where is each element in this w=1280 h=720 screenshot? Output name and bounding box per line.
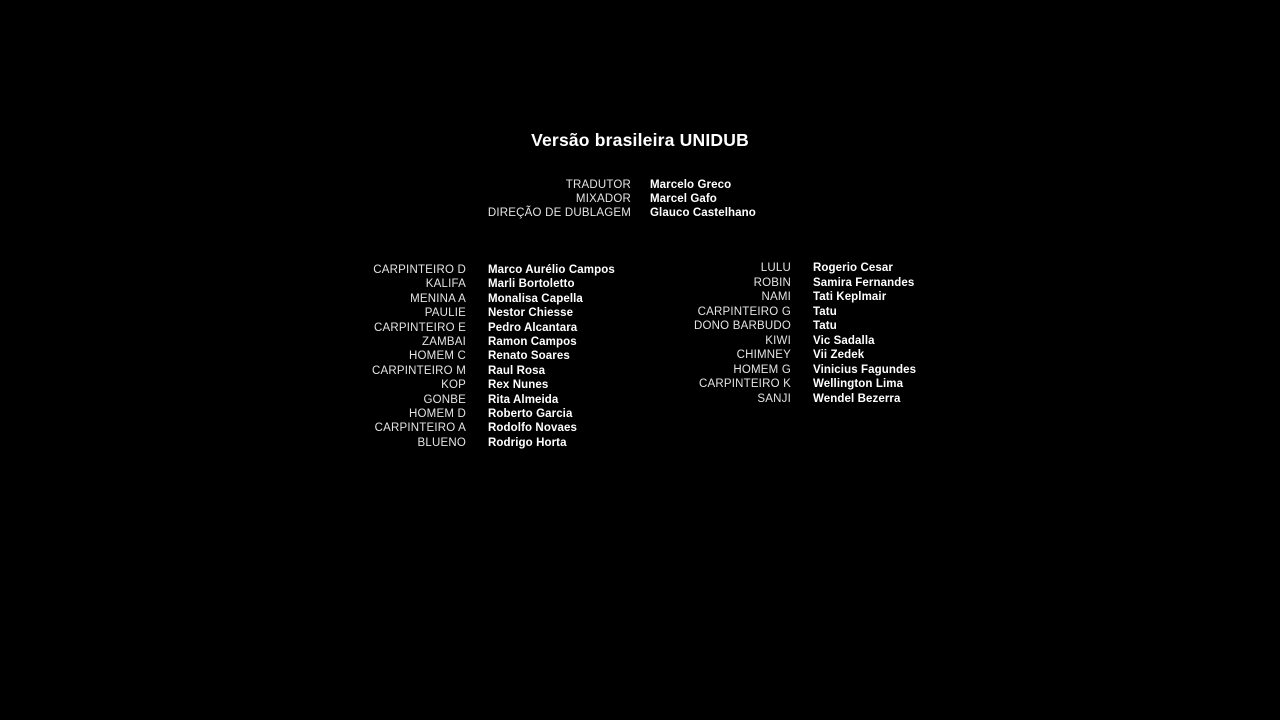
character-name-label: BLUENO xyxy=(417,436,466,449)
voice-actor-name: Rex Nunes xyxy=(488,379,549,392)
cast-credit-row xyxy=(640,363,1280,378)
voice-actor-name: Wendel Bezerra xyxy=(813,392,901,405)
character-name-label: ROBIN xyxy=(753,276,791,289)
character-name-label: CARPINTEIRO D xyxy=(373,264,466,276)
cast-credit-row xyxy=(0,436,1280,450)
character-name-label: CHIMNEY xyxy=(736,349,791,361)
credits-title: Versão brasileira UNIDUB xyxy=(531,130,749,150)
voice-actor-name: Pedro Alcantara xyxy=(488,321,578,334)
voice-actor-name: Raul Rosa xyxy=(488,364,546,377)
voice-actor-name: Marco Aurélio Campos xyxy=(488,264,615,276)
crew-person-name: Glauco Castelhano xyxy=(650,207,756,220)
voice-actor-name: Vii Zedek xyxy=(813,349,865,361)
voice-actor-name: Renato Soares xyxy=(488,350,570,363)
voice-actor-name: Rogerio Cesar xyxy=(813,262,893,274)
voice-actor-name: Rodrigo Horta xyxy=(488,436,567,449)
cast-credit-row xyxy=(640,377,1280,392)
voice-actor-name: Ramon Campos xyxy=(488,336,577,349)
voice-actor-name: Vinicius Fagundes xyxy=(813,363,917,376)
voice-actor-name: Wellington Lima xyxy=(813,378,904,390)
character-name-label: HOMEM C xyxy=(409,350,466,363)
character-name-label: CARPINTEIRO A xyxy=(374,422,466,435)
cast-credit-row xyxy=(640,319,1280,334)
crew-credit-row xyxy=(0,206,1280,220)
voice-actor-name: Tatu xyxy=(813,320,837,332)
character-name-label: LULU xyxy=(760,262,791,274)
character-name-label: SANJI xyxy=(757,392,791,405)
voice-actor-name: Tatu xyxy=(813,305,837,318)
character-name-label: GONBE xyxy=(423,393,466,406)
cast-credit-row xyxy=(640,261,1280,276)
cast-credits-right-column xyxy=(640,261,1280,406)
crew-role-label: TRADUTOR xyxy=(565,179,631,191)
crew-person-name: Marcelo Greco xyxy=(650,179,732,191)
cast-credit-row xyxy=(640,305,1280,320)
character-name-label: KOP xyxy=(441,379,466,392)
cast-credit-row xyxy=(640,348,1280,363)
character-name-label: MENINA A xyxy=(410,292,466,305)
cast-credit-row xyxy=(640,276,1280,291)
character-name-label: DONO BARBUDO xyxy=(694,320,791,332)
cast-credit-row xyxy=(640,392,1280,407)
character-name-label: ZAMBAI xyxy=(421,336,466,349)
voice-actor-name: Tati Keplmair xyxy=(813,291,887,303)
character-name-label: KALIFA xyxy=(425,278,466,291)
crew-role-label: DIREÇÃO DE DUBLAGEM xyxy=(487,207,631,220)
voice-actor-name: Monalisa Capella xyxy=(488,292,583,305)
character-name-label: HOMEM D xyxy=(409,408,466,421)
crew-credit-row xyxy=(0,192,1280,206)
cast-credit-row xyxy=(0,407,1280,421)
character-name-label: CARPINTEIRO M xyxy=(372,364,466,377)
voice-actor-name: Roberto Garcia xyxy=(488,408,573,421)
voice-actor-name: Vic Sadalla xyxy=(813,334,875,347)
character-name-label: CARPINTEIRO G xyxy=(697,305,791,318)
crew-credit-row xyxy=(0,178,1280,192)
character-name-label: HOMEM G xyxy=(733,363,791,376)
crew-person-name: Marcel Gafo xyxy=(650,193,717,206)
voice-actor-name: Samira Fernandes xyxy=(813,276,915,289)
character-name-label: NAMI xyxy=(761,291,791,303)
voice-actor-name: Nestor Chiesse xyxy=(488,307,574,320)
voice-actor-name: Rodolfo Novaes xyxy=(488,422,577,435)
character-name-label: KIWI xyxy=(765,334,791,347)
cast-credit-row xyxy=(0,421,1280,435)
cast-credit-row xyxy=(640,290,1280,305)
crew-credits-block xyxy=(0,178,1280,221)
character-name-label: CARPINTEIRO K xyxy=(698,378,791,390)
character-name-label: CARPINTEIRO E xyxy=(373,321,466,334)
voice-actor-name: Marli Bortoletto xyxy=(488,278,575,291)
voice-actor-name: Rita Almeida xyxy=(488,393,559,406)
character-name-label: PAULIE xyxy=(424,307,466,320)
cast-credit-row xyxy=(640,334,1280,349)
crew-role-label: MIXADOR xyxy=(575,193,631,206)
